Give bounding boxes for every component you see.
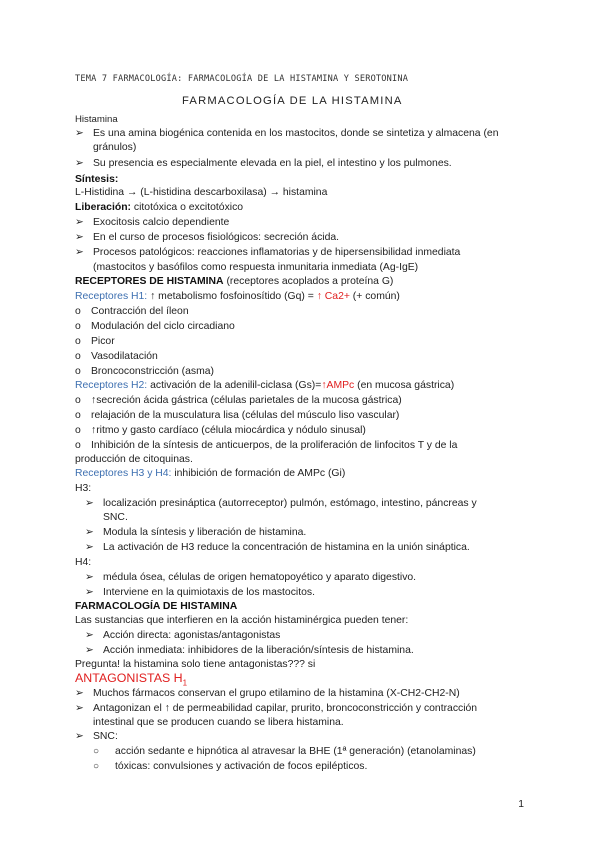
sintesis-heading: Síntesis: [75, 174, 119, 185]
h1-item: o Vasodilatación [75, 351, 158, 362]
antagonistas-heading: ANTAGONISTAS $H_1$ [75, 671, 188, 688]
arrow-bullet-icon: ➢ [75, 128, 84, 139]
h3-item: ➢ Modula la síntesis y liberación de histamina. [85, 527, 307, 538]
circle-bullet-icon: ○ [93, 746, 100, 757]
h1-item: o Modulación del ciclo circadiano [75, 321, 235, 332]
intro-bullet-1-cont: gránulos) [93, 142, 137, 153]
h1-item: o Contracción del íleon [75, 306, 189, 317]
farmacologia-heading: FARMACOLOGÍA DE HISTAMINA [75, 601, 238, 612]
h4-item: ➢ Interviene en la quimiotaxis de los mastocitos. [85, 587, 315, 598]
h3-item: ➢ La activación de H3 reduce la concentración de histamina en la unión sináptica. [85, 542, 470, 553]
arrow-bullet-icon: ➢ [75, 217, 84, 228]
document-header: TEMA 7 FARMACOLOGÍA: FARMACOLOGÍA DE LA HISTAMINA Y SEROTONINA [75, 74, 409, 84]
arrow-bullet-icon: ➢ [85, 498, 94, 509]
arrow-bullet-icon: ➢ [75, 703, 84, 714]
h3-item: ➢ localización presináptica (autorreceptor) pulmón, estómago, intestino, páncreas y [85, 498, 477, 509]
arrow-bullet-icon: ➢ [75, 247, 84, 258]
receptores-heading: RECEPTORES DE HISTAMINA (receptores acoplados a proteína G) [75, 276, 394, 287]
arrow-bullet-icon: ➢ [75, 731, 84, 742]
liberacion-bullet-3-cont: (mastocitos y basófilos como respuesta inmunitaria inmediata (Ag-IgE) [93, 262, 419, 273]
circle-bullet-icon: ○ [93, 761, 100, 772]
antagonistas-bullet-1: ➢ Muchos fármacos conservan el grupo etilamino de la histamina (X-CH2-CH2-N) [75, 688, 460, 699]
h2-item: o relajación de la musculatura lisa (células del músculo liso vascular) [75, 410, 400, 421]
arrow-bullet-icon: ➢ [85, 572, 94, 583]
liberacion-line: Liberación: citotóxica o excitotóxico [75, 202, 244, 213]
h2-item-cont: producción de citoquinas. [75, 454, 193, 465]
antagonistas-bullet-3: ➢ SNC: [75, 731, 118, 742]
histamina-label: Histamina [75, 114, 118, 125]
farmacologia-item: ➢ Acción inmediata: inhibidores de la liberación/síntesis de histamina. [85, 645, 414, 656]
h2-item: o Inhibición de la síntesis de anticuerpos, de la proliferación de linfocitos T y de la [75, 440, 458, 451]
arrow-bullet-icon: ➢ [75, 688, 84, 699]
arrow-bullet-icon: ➢ [75, 158, 84, 169]
arrow-bullet-icon: ➢ [75, 232, 84, 243]
antagonistas-bullet-2: ➢ Antagonizan el ↑ de permeabilidad capilar, prurito, broncoconstricción y contracción [75, 703, 478, 714]
liberacion-bullet-2: ➢ En el curso de procesos fisiológicos: secreción ácida. [75, 232, 340, 243]
pregunta-line: Pregunta! la histamina solo tiene antagonistas??? si [75, 659, 316, 670]
arrow-bullet-icon: ➢ [85, 542, 94, 553]
liberacion-bullet-3: ➢ Procesos patológicos: reacciones inflamatorias y de hipersensibilidad inmediata [75, 247, 461, 258]
h4-item: ➢ médula ósea, células de origen hematopoyético y aparato digestivo. [85, 572, 417, 583]
liberacion-bullet-1: ➢ Exocitosis calcio dependiente [75, 217, 230, 228]
h4-label: H4: [75, 557, 92, 568]
arrow-bullet-icon: ➢ [85, 630, 94, 641]
sintesis-line: L-Histidina → (L-histidina descarboxilasa) → histamina [75, 187, 328, 198]
receptor-h2-line: Receptores H2: activación de la adenilil-ciclasa (Gs)=↑AMPc (en mucosa gástrica) [75, 380, 455, 391]
h1-item: o Picor [75, 336, 115, 347]
farmacologia-item: ➢ Acción directa: agonistas/antagonistas [85, 630, 281, 641]
arrow-bullet-icon: ➢ [85, 527, 94, 538]
h3-label: H3: [75, 483, 92, 494]
receptor-h3h4-line: Receptores H3 y H4: inhibición de formación de AMPc (Gi) [75, 468, 346, 479]
antagonistas-bullet-2-cont: intestinal que se producen cuando se libera histamina. [93, 717, 344, 728]
receptor-h1-line: Receptores H1: ↑ metabolismo fosfoinosítido (Gq) = ↑ Ca2+ (+ común) [75, 291, 400, 302]
h1-item: o Broncoconstricción (asma) [75, 366, 214, 377]
snc-subitem: ○ tóxicas: convulsiones y activación de focos epilépticos. [93, 761, 368, 772]
farmacologia-intro: Las sustancias que interfieren en la acción histaminérgica pueden tener: [75, 615, 409, 626]
h2-item: o ↑ritmo y gasto cardíaco (célula miocárdica y nódulo sinusal) [75, 425, 366, 436]
h2-item: o ↑secreción ácida gástrica (células parietales de la mucosa gástrica) [75, 395, 402, 406]
intro-bullet-1: ➢ Es una amina biogénica contenida en los mastocitos, donde se sintetiza y almacena (en [75, 128, 499, 139]
h3-item-cont: SNC. [103, 512, 128, 523]
snc-subitem: ○ acción sedante e hipnótica al atravesar la BHE (1ª generación) (etanolaminas) [93, 746, 476, 757]
intro-bullet-2: ➢ Su presencia es especialmente elevada en la piel, el intestino y los pulmones. [75, 158, 452, 169]
page-number: 1 [518, 799, 524, 810]
page-title: FARMACOLOGÍA DE LA HISTAMINA [182, 95, 403, 107]
arrow-bullet-icon: ➢ [85, 645, 94, 656]
arrow-bullet-icon: ➢ [85, 587, 94, 598]
